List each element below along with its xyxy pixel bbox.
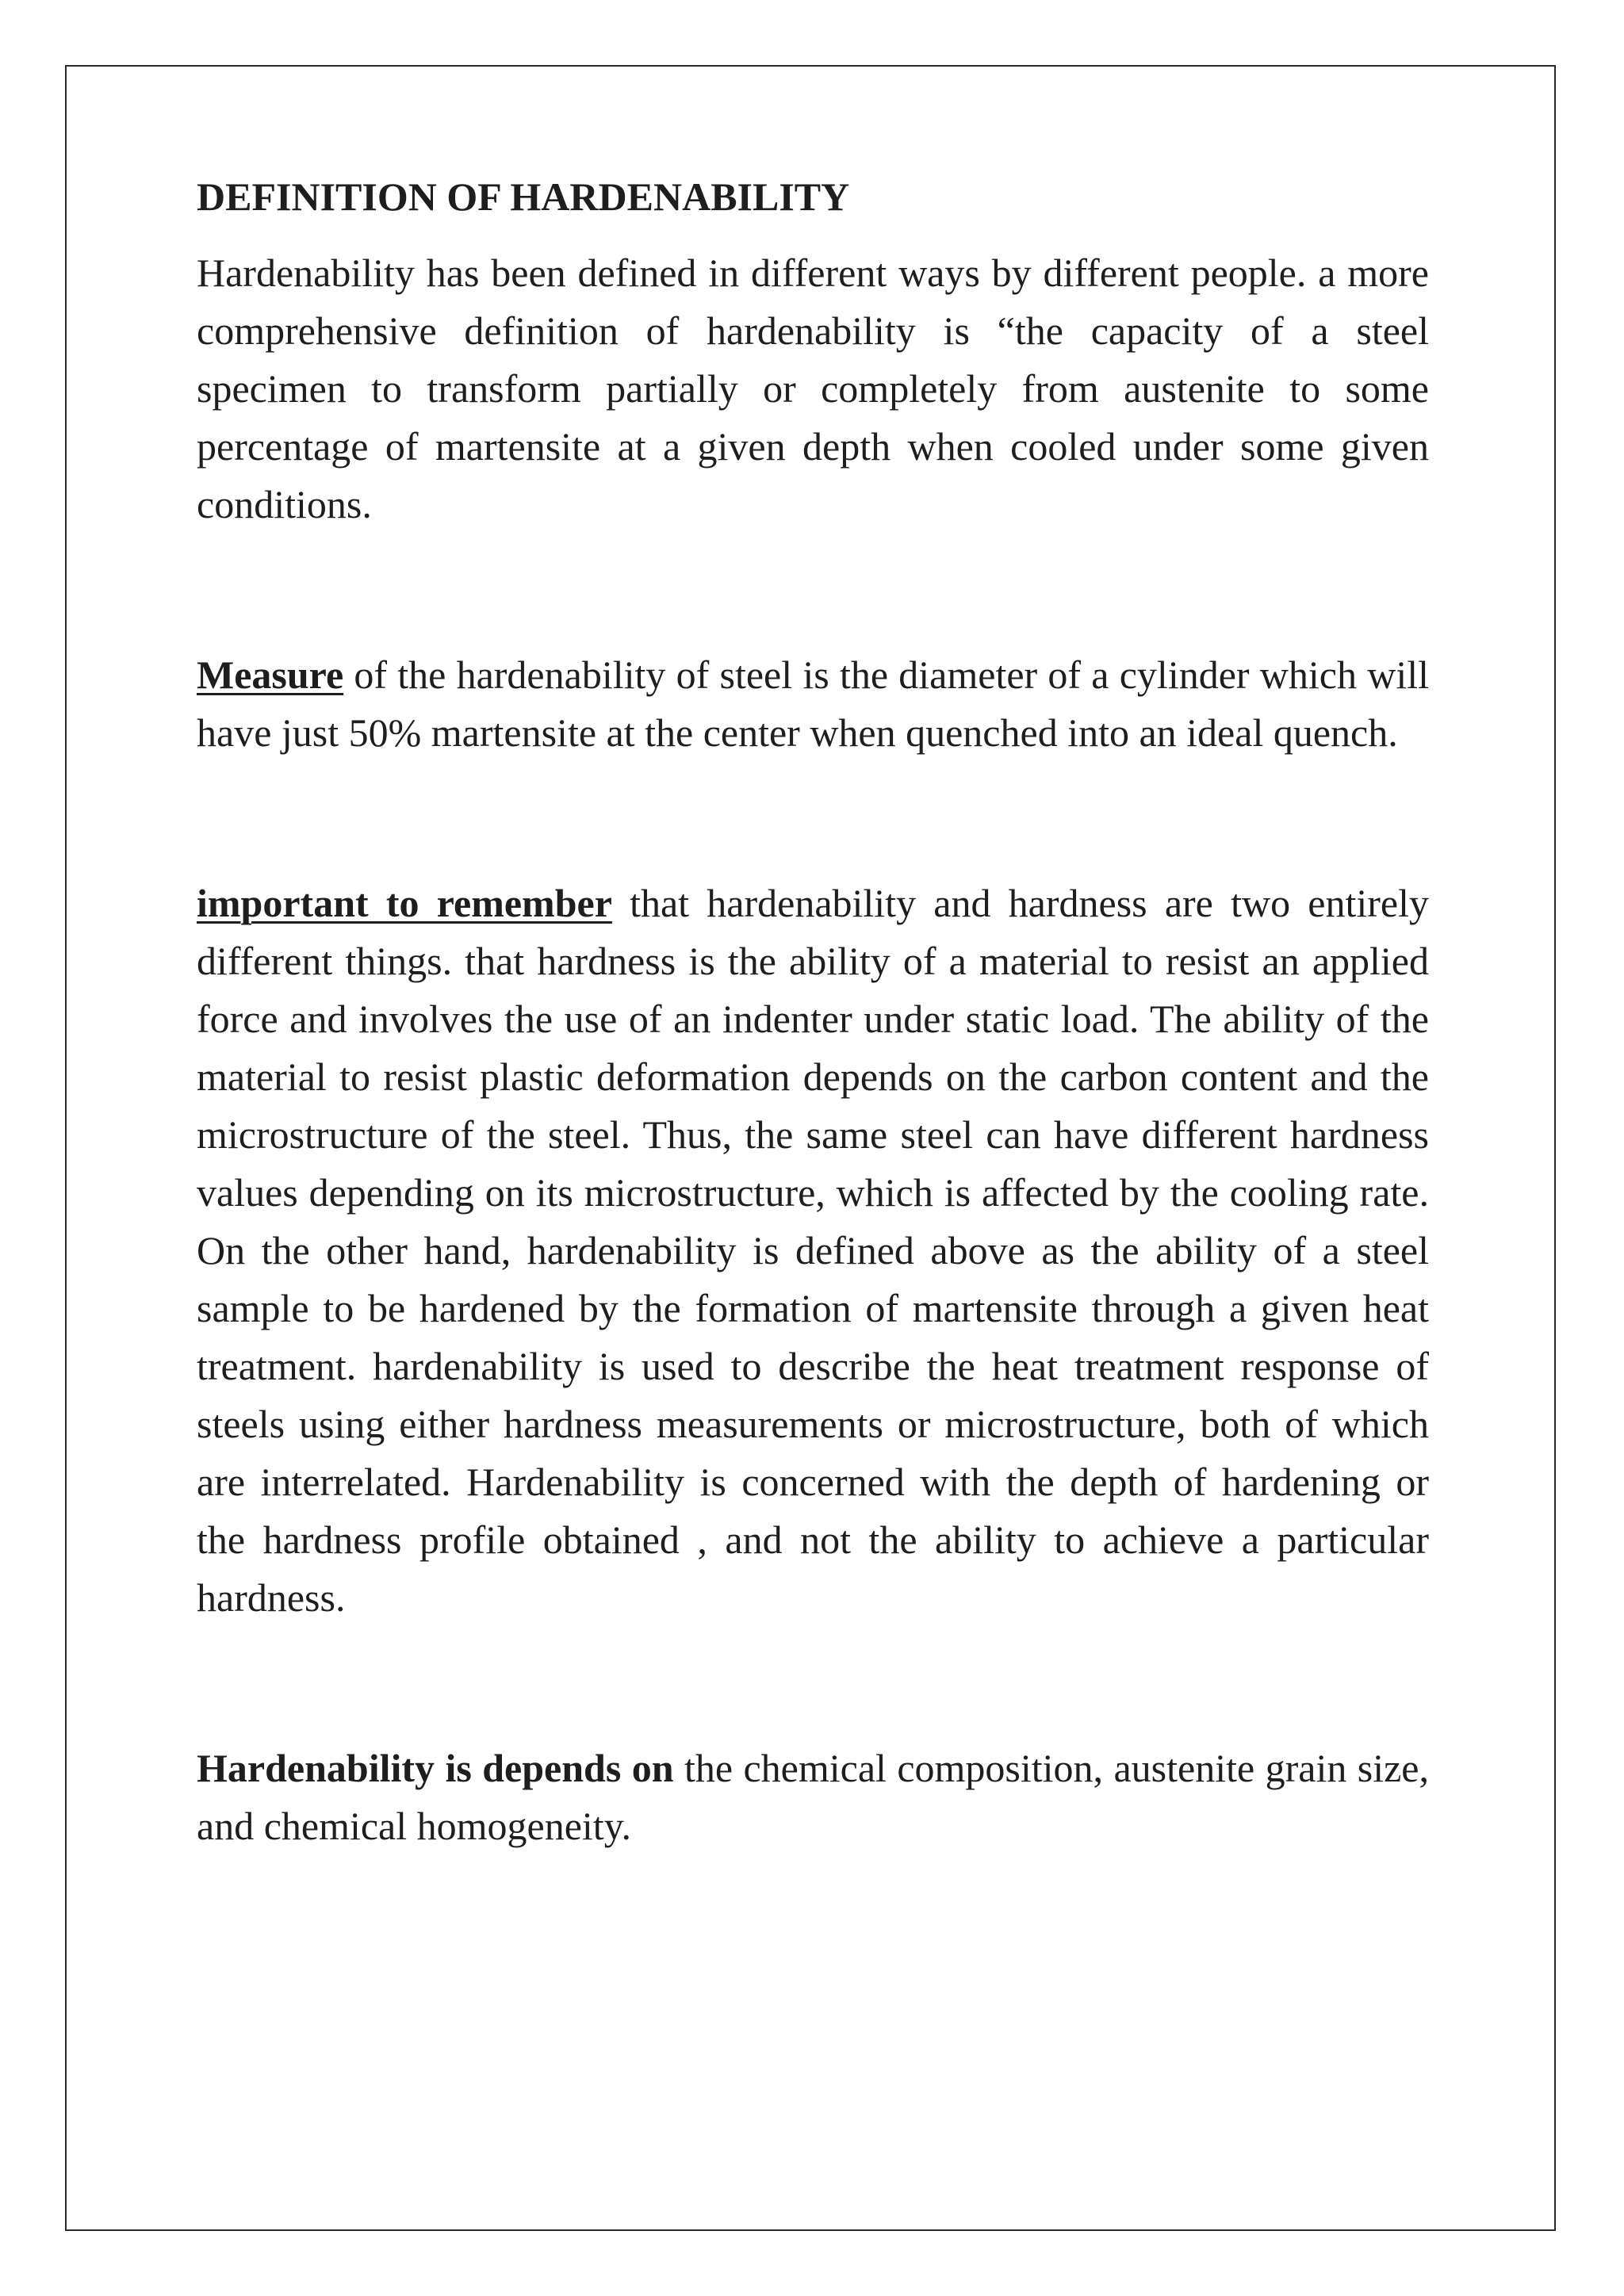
depends-paragraph [197,1739,1429,1855]
remember-term: important to remember [197,881,612,925]
depends-text: the chemical composition, austenite grain size, and chemical homogeneity. [197,1746,1429,1848]
page-title: DEFINITION OF HARDENABILITY [197,174,850,219]
measure-term: Measure [197,652,344,697]
remember-text: that hardenability and hardness are two entirely different things. that hardness is the ability of a material to resist an applied force and involves the use of an indenter under static load. The ability of the material to resist plastic deformation depends on the carbon content and the microstructure of the steel. Thus, the same steel can have different hardness values depending on its microstructure, which is affected by the cooling rate. On the other hand, hardenability is defined above as the ability of a steel sample to be hardened by the formation of martensite through a given heat treatment. hardenability is used to describe the heat treatment response of steels using either hardness measurements or microstructure, both of which are interrelated. Hardenability is concerned with the depth of hardening or the hardness profile obtained , and not the ability to achieve a particular hardness. [197,881,1429,1620]
measure-text: of the hardenability of steel is the diameter of a cylinder which will have just 50% martensite at the center when quenched into an ideal quench. [197,652,1429,755]
remember-paragraph [197,874,1429,1627]
document-body [197,168,1429,1855]
definition-paragraph [197,244,1429,534]
depends-term: Hardenability is depends on [197,1746,674,1790]
measure-paragraph [197,646,1429,762]
definition-text: Hardenability has been defined in different ways by different people. a more comprehensive definition of hardenability is “the capacity of a steel specimen to transform partially or completely from austenite to some percentage of martensite at a given depth when cooled under some given conditions. [197,251,1429,526]
